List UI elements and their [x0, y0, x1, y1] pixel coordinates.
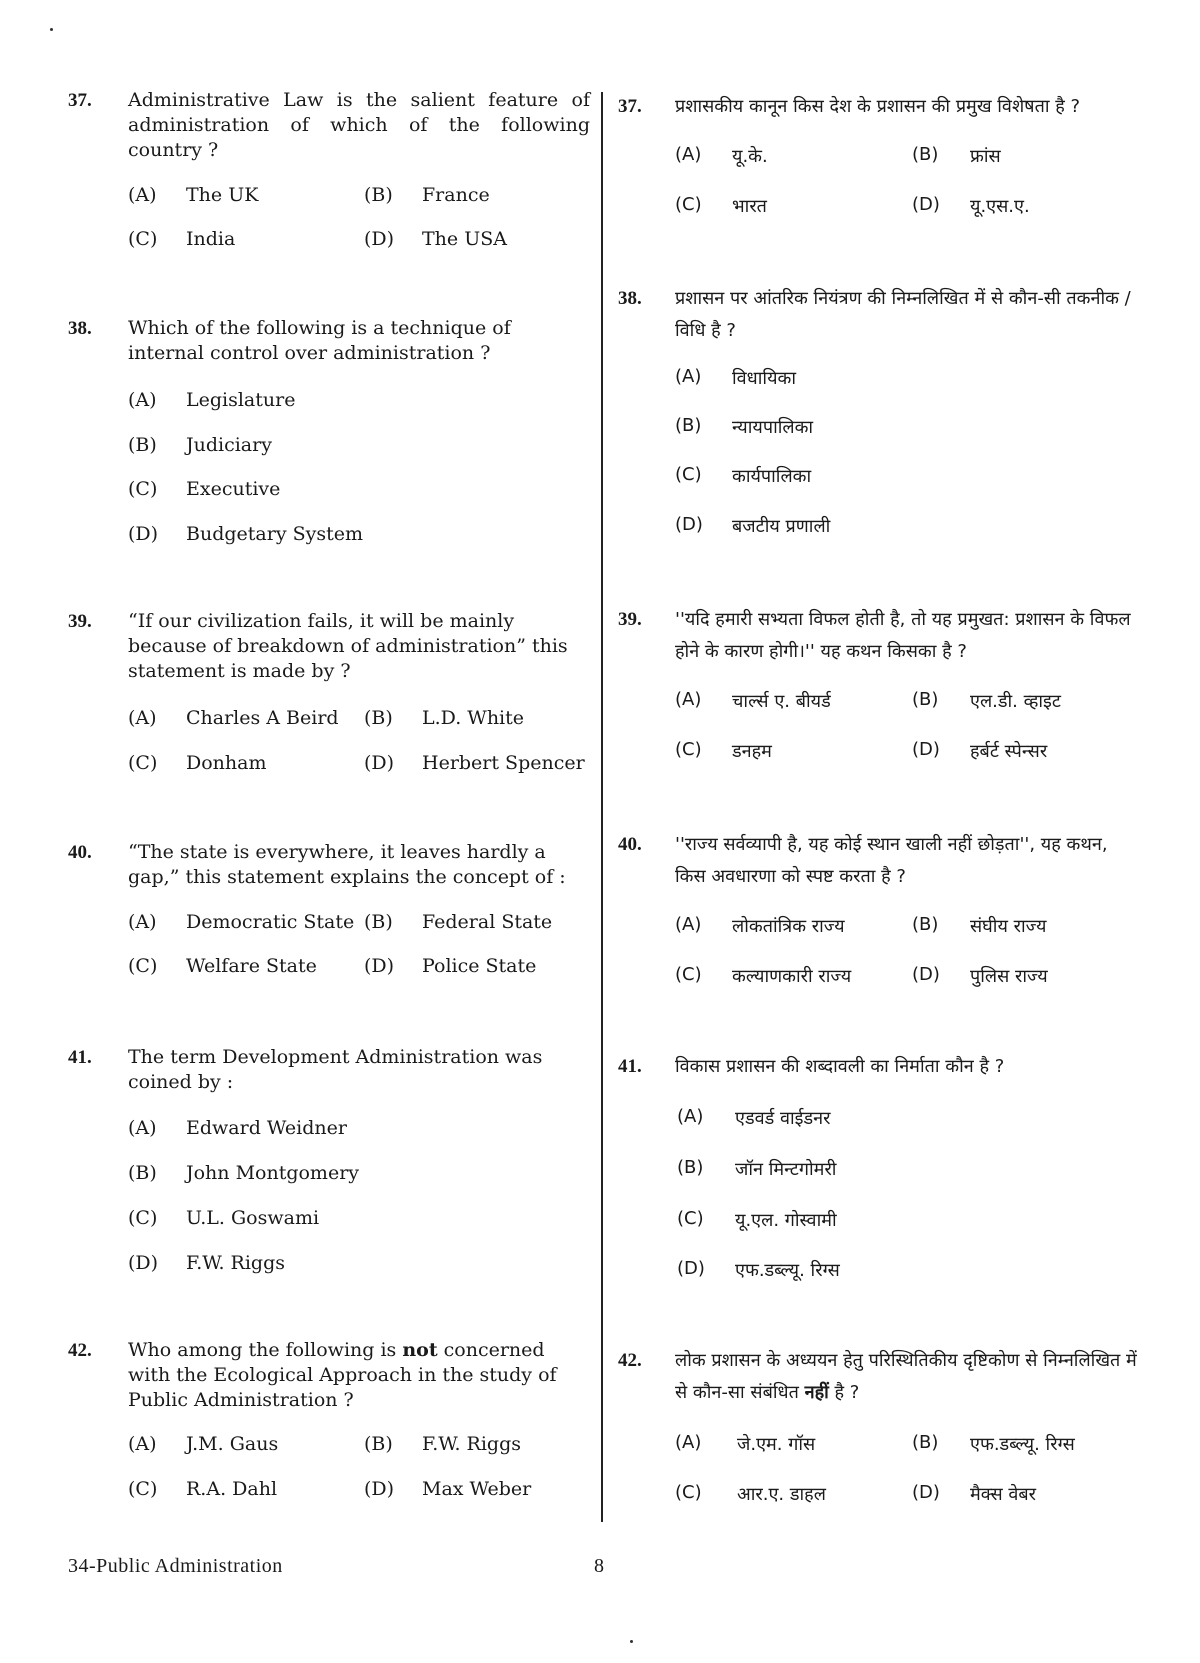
option-b: (B): [364, 911, 393, 933]
emphasis-not: नहीं: [804, 1382, 829, 1403]
option-b-text: एल.डी. व्हाइट: [970, 691, 1061, 712]
option-a: (A): [675, 366, 702, 387]
option-d-text: Budgetary System: [186, 523, 363, 545]
option-c: (C): [675, 464, 702, 485]
option-a-text: एडवर्ड वाईडनर: [735, 1108, 831, 1129]
option-d: (D): [912, 739, 940, 760]
option-c: (C): [128, 1478, 158, 1500]
option-c: (C): [128, 228, 158, 250]
column-divider: [601, 92, 603, 1522]
question-text: Which of the following is a technique of internal control over administration ?: [128, 317, 511, 364]
option-b: (B): [364, 1433, 393, 1455]
option-d-text: Herbert Spencer: [422, 752, 585, 774]
question-number: 40.: [68, 842, 92, 863]
option-d: (D): [364, 228, 395, 250]
page-number: 8: [594, 1555, 605, 1577]
option-c-text: Executive: [186, 478, 281, 500]
option-c-text: कल्याणकारी राज्य: [732, 966, 852, 987]
question-number: 38.: [68, 318, 92, 339]
question-text: ''यदि हमारी सभ्यता विफल होती है, तो यह प्रमुखत: प्रशासन के विफल होने के कारण होगी।'' यह कथन किसका है ?: [675, 609, 1131, 662]
option-b: (B): [128, 434, 157, 456]
question-number: 40.: [618, 834, 642, 855]
question-text: The term Development Administration was coined by :: [128, 1046, 543, 1093]
option-b-text: Judiciary: [186, 434, 272, 456]
option-d: (D): [677, 1258, 705, 1279]
question-text: प्रशासन पर आंतरिक नियंत्रण की निम्नलिखित में से कौन-सी तकनीक / विधि है ?: [675, 288, 1131, 341]
option-c-text: कार्यपालिका: [732, 466, 812, 487]
option-c: (C): [675, 1482, 702, 1503]
option-d-text: हर्बर्ट स्पेन्सर: [970, 741, 1048, 762]
option-d-text: यू.एस.ए.: [970, 196, 1030, 217]
option-a-text: विधायिका: [732, 368, 796, 389]
option-b: (B): [364, 184, 393, 206]
option-a-text: चार्ल्स ए. बीयर्ड: [732, 691, 831, 712]
question-number: 42.: [68, 1340, 92, 1361]
question-number: 39.: [618, 609, 642, 630]
option-b-text: France: [422, 184, 490, 206]
option-c-text: Donham: [186, 752, 267, 774]
option-a-text: Edward Weidner: [186, 1117, 347, 1139]
option-d-text: Police State: [422, 955, 537, 977]
option-a-text: जे.एम. गॉस: [737, 1434, 816, 1455]
option-c: (C): [128, 752, 158, 774]
option-a-text: लोकतांत्रिक राज्य: [732, 916, 845, 937]
option-d-text: बजटीय प्रणाली: [732, 516, 831, 537]
option-d: (D): [364, 955, 395, 977]
option-c: (C): [128, 955, 158, 977]
option-b-text: फ्रांस: [970, 146, 1001, 167]
option-a-text: Democratic State: [186, 911, 355, 933]
option-b-text: John Montgomery: [186, 1162, 360, 1184]
option-d-text: F.W. Riggs: [186, 1252, 286, 1274]
option-a: (A): [677, 1106, 704, 1127]
option-d: (D): [912, 1482, 940, 1503]
option-d: (D): [675, 514, 703, 535]
question-text: Administrative Law is the salient feature of administration of which of the following country ?: [128, 89, 590, 161]
option-c-text: भारत: [732, 196, 767, 217]
option-a: (A): [675, 689, 702, 710]
option-c: (C): [675, 964, 702, 985]
option-b: (B): [912, 689, 939, 710]
option-a: (A): [128, 707, 157, 729]
option-b-text: जॉन मिन्टगोमरी: [735, 1159, 837, 1180]
question-text: Who among the following is not concerned with the Ecological Approach in the study of Public Administration ?: [128, 1339, 557, 1411]
option-b-text: एफ.डब्ल्यू. रिग्स: [970, 1434, 1075, 1455]
question-text: “If our civilization fails, it will be mainly because of breakdown of administration” this statement is made by ?: [128, 610, 568, 682]
option-d-text: The USA: [422, 228, 507, 250]
option-b: (B): [912, 914, 939, 935]
option-d-text: मैक्स वेबर: [970, 1484, 1037, 1505]
option-c: (C): [675, 739, 702, 760]
option-b: (B): [912, 1432, 939, 1453]
option-a: (A): [675, 144, 702, 165]
question-number: 39.: [68, 611, 92, 632]
question-number: 41.: [618, 1056, 642, 1077]
option-c: (C): [675, 194, 702, 215]
option-a-text: J.M. Gaus: [186, 1433, 279, 1455]
option-c-text: Welfare State: [186, 955, 317, 977]
option-a: (A): [128, 389, 157, 411]
footer-subject: 34-Public Administration: [68, 1555, 283, 1577]
scan-speck: [630, 1640, 633, 1643]
question-number: 42.: [618, 1350, 642, 1371]
question-text: “The state is everywhere, it leaves hardly a gap,” this statement explains the concept of :: [128, 841, 566, 888]
option-d: (D): [128, 1252, 159, 1274]
option-b: (B): [675, 415, 702, 436]
option-a: (A): [128, 1433, 157, 1455]
option-b: (B): [128, 1162, 157, 1184]
option-d: (D): [912, 194, 940, 215]
option-d: (D): [364, 752, 395, 774]
option-b: (B): [912, 144, 939, 165]
question-number: 37.: [618, 96, 642, 117]
option-c-text: यू.एल. गोस्वामी: [735, 1210, 837, 1231]
option-b-text: न्यायपालिका: [732, 417, 814, 438]
question-text: ''राज्य सर्वव्यापी है, यह कोई स्थान खाली नहीं छोड़ता'', यह कथन, किस अवधारणा को स्पष्ट करता है ?: [675, 834, 1108, 887]
option-d-text: Max Weber: [422, 1478, 532, 1500]
option-a-text: Legislature: [186, 389, 296, 411]
question-number: 41.: [68, 1047, 92, 1068]
question-number: 37.: [68, 90, 92, 111]
option-c-text: R.A. Dahl: [186, 1478, 278, 1500]
option-d: (D): [128, 523, 159, 545]
option-c-text: India: [186, 228, 236, 250]
scan-speck: [50, 28, 53, 31]
option-b: (B): [677, 1157, 704, 1178]
emphasis-not: not: [402, 1339, 438, 1361]
option-c: (C): [677, 1208, 704, 1229]
option-a-text: यू.के.: [732, 146, 768, 167]
option-b-text: L.D. White: [422, 707, 525, 729]
option-d: (D): [912, 964, 940, 985]
question-text: लोक प्रशासन के अध्ययन हेतु परिस्थितिकीय दृष्टिकोण से निम्नलिखित में से कौन-सा संबंधित नहीं है ?: [675, 1350, 1137, 1403]
option-b: (B): [364, 707, 393, 729]
option-b-text: संघीय राज्य: [970, 916, 1047, 937]
option-c: (C): [128, 478, 158, 500]
option-c: (C): [128, 1207, 158, 1229]
question-text: प्रशासकीय कानून किस देश के प्रशासन की प्रमुख विशेषता है ?: [675, 96, 1081, 117]
option-c-text: डनहम: [732, 741, 772, 762]
option-a: (A): [675, 914, 702, 935]
option-a-text: The UK: [186, 184, 259, 206]
option-d: (D): [364, 1478, 395, 1500]
option-a: (A): [128, 1117, 157, 1139]
option-b-text: F.W. Riggs: [422, 1433, 522, 1455]
question-number: 38.: [618, 288, 642, 309]
option-d-text: एफ.डब्ल्यू. रिग्स: [735, 1260, 840, 1281]
option-b-text: Federal State: [422, 911, 553, 933]
option-a: (A): [675, 1432, 702, 1453]
option-a: (A): [128, 184, 157, 206]
option-a: (A): [128, 911, 157, 933]
question-text: विकास प्रशासन की शब्दावली का निर्माता कौन है ?: [675, 1056, 1005, 1077]
option-a-text: Charles A Beird: [186, 707, 339, 729]
option-c-text: आर.ए. डाहल: [737, 1484, 826, 1505]
option-d-text: पुलिस राज्य: [970, 966, 1048, 987]
option-c-text: U.L. Goswami: [186, 1207, 320, 1229]
